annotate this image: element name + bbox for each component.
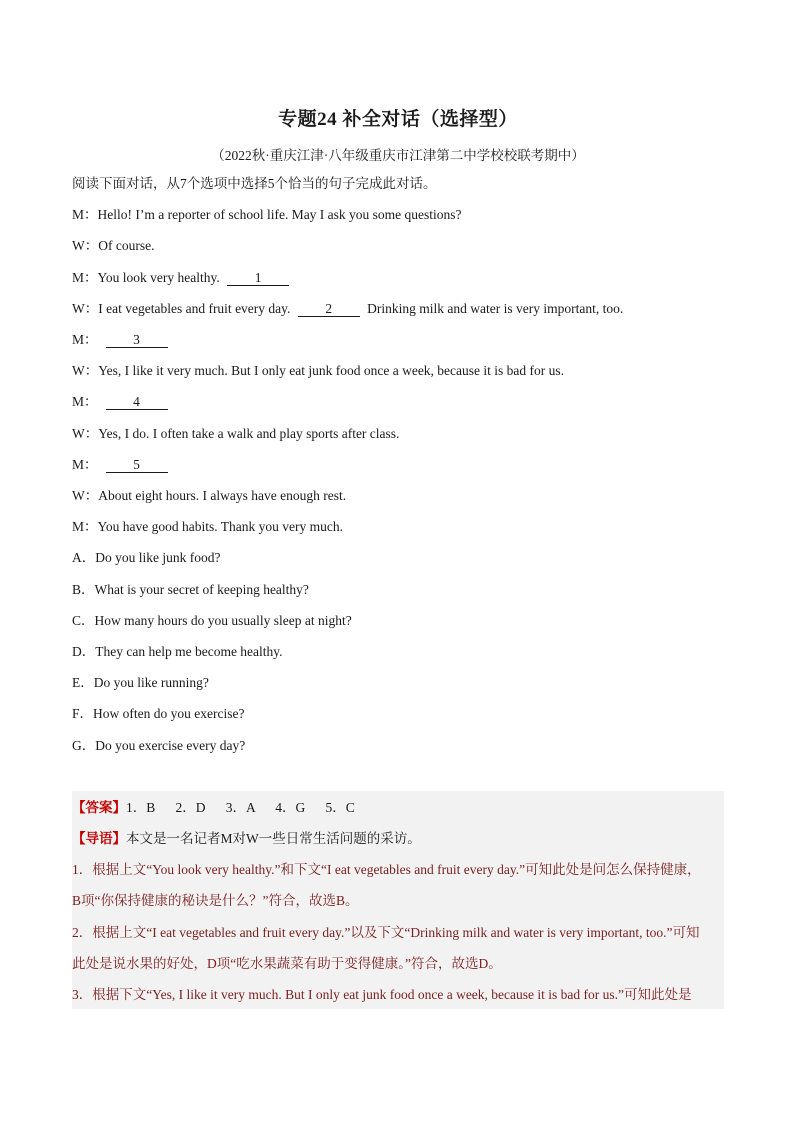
speaker: W：	[72, 488, 99, 503]
dialogue-line	[72, 519, 343, 535]
answer-label: 【答案】	[72, 800, 126, 815]
answer-blank[interactable]: 1	[227, 271, 289, 286]
question-source: （2022秋·重庆江津·八年级重庆市江津第二中学校校联考期中）	[211, 148, 585, 163]
speaker: M：	[72, 207, 98, 222]
answer-blank[interactable]: 4	[106, 395, 168, 410]
dialogue-line	[72, 207, 462, 223]
guide-text: 本文是一名记者M对W一些日常生活问题的采访。	[126, 831, 421, 846]
dialogue-line	[72, 270, 293, 286]
dialogue-text: Yes, I do. I often take a walk and play sports after class.	[98, 426, 400, 441]
dialogue-line	[72, 363, 564, 379]
dialogue-text: Hello! I’m a reporter of school life. May I ask you some questions?	[97, 207, 462, 222]
guide-line	[72, 831, 421, 847]
explanation-line: B项“你保持健康的秘诀是什么？”符合，故选B。	[72, 893, 359, 908]
dialogue-line	[72, 426, 399, 442]
dialogue-line	[72, 332, 172, 348]
speaker: W：	[72, 426, 99, 441]
option-b: B．What is your secret of keeping healthy?	[72, 582, 309, 597]
guide-label: 【导语】	[72, 831, 126, 846]
answer-blank[interactable]: 3	[106, 333, 168, 348]
explanation-line: 2．根据上文“I eat vegetables and fruit every day.”以及下文“Drinking milk and water is very important, too.”可知	[72, 925, 700, 940]
answer-blank[interactable]: 2	[298, 302, 360, 317]
dialogue-text: Yes, I like it very much. But I only eat junk food once a week, because it is bad for us.	[98, 363, 565, 378]
option-a: A．Do you like junk food?	[72, 550, 221, 565]
option-f: F．How often do you exercise?	[72, 706, 245, 721]
dialogue-text: You look very healthy.	[97, 270, 224, 285]
answer-text: 1．B 2．D 3．A 4．G 5．C	[126, 800, 355, 815]
speaker: M：	[72, 394, 98, 409]
speaker: M：	[72, 270, 98, 285]
speaker: M：	[72, 519, 98, 534]
answer-line	[72, 800, 355, 816]
page-title: 专题24 补全对话（选择型）	[278, 109, 518, 130]
dialogue-line	[72, 457, 172, 473]
speaker: M：	[72, 457, 98, 472]
option-e: E．Do you like running?	[72, 675, 209, 690]
explanation-line: 1．根据上文“You look very healthy.”和下文“I eat vegetables and fruit every day.”可知此处是问怎么保持健康，	[72, 862, 701, 877]
dialogue-line	[72, 238, 154, 254]
dialogue-text: You have good habits. Thank you very much.	[97, 519, 343, 534]
option-c: C．How many hours do you usually sleep at night?	[72, 613, 352, 628]
dialogue-text: I eat vegetables and fruit every day.	[98, 301, 294, 316]
speaker: W：	[72, 238, 99, 253]
dialogue-line	[72, 394, 172, 410]
dialogue-text: About eight hours. I always have enough rest.	[98, 488, 347, 503]
explanation-line: 此处是说水果的好处，D项“吃水果蔬菜有助于变得健康。”符合，故选D。	[72, 956, 502, 971]
instruction: 阅读下面对话，从7个选项中选择5个恰当的句子完成此对话。	[72, 176, 437, 191]
option-d: D．They can help me become healthy.	[72, 644, 283, 659]
speaker: M：	[72, 332, 98, 347]
explanation-line: 3．根据下文“Yes, I like it very much. But I only eat junk food once a week, because it is bad for us.”可知此处是	[72, 987, 692, 1002]
dialogue-line	[72, 301, 623, 317]
option-g: G．Do you exercise every day?	[72, 738, 246, 753]
speaker: W：	[72, 301, 99, 316]
dialogue-line	[72, 488, 346, 504]
dialogue-text: Of course.	[98, 238, 155, 253]
dialogue-text: Drinking milk and water is very important, too.	[363, 301, 624, 316]
speaker: W：	[72, 363, 99, 378]
answer-blank[interactable]: 5	[106, 458, 168, 473]
